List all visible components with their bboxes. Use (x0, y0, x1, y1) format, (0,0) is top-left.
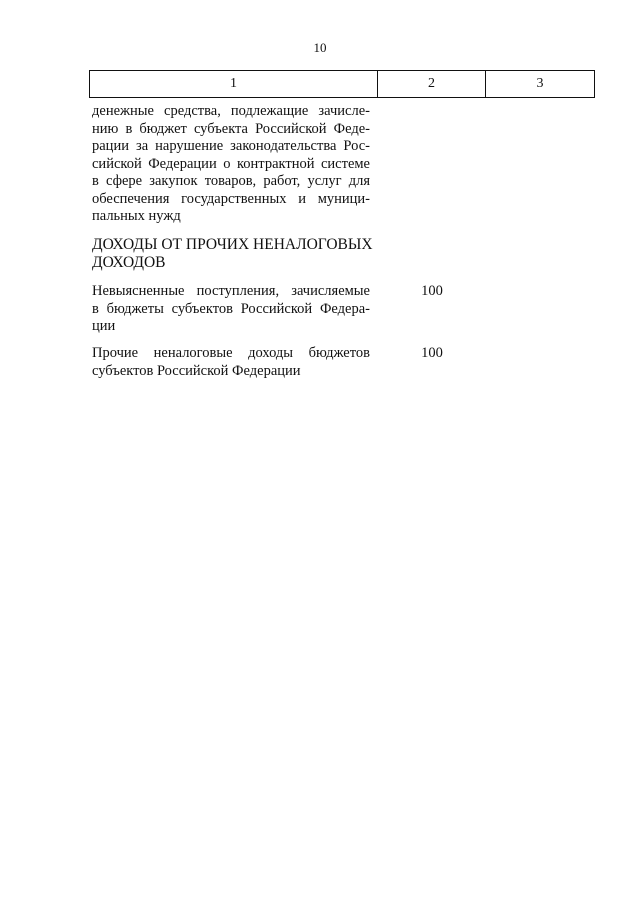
row-value-col2: 100 (421, 345, 443, 361)
column-header-2: 2 (378, 71, 486, 97)
row-text-line: ции (92, 318, 116, 334)
table-row-unidentified-receipts (92, 283, 370, 336)
table-row-other-non-tax-revenue (92, 345, 370, 380)
page-number: 10 (313, 40, 327, 55)
row-text-line: денежные средства, подлежащие зачисле- (92, 103, 370, 119)
row-text-line: Невыясненные поступления, зачисляемые (92, 283, 370, 299)
section-heading-line: ДОХОДОВ (92, 254, 166, 271)
row-text-line: нию в бюджет субъекта Российской Феде- (92, 120, 370, 137)
column-header-3: 3 (536, 76, 544, 91)
row-text-line: обеспечения государственных и муници- (92, 190, 370, 207)
row-text-line: в сфере закупок товаров, работ, услуг для (92, 173, 370, 189)
column-header-1: 1 (90, 71, 378, 97)
section-heading-line: ДОХОДЫ ОТ ПРОЧИХ НЕНАЛОГОВЫХ (92, 236, 373, 253)
row-value-col2: 100 (421, 283, 443, 299)
table-header (89, 70, 595, 98)
row-text-line: в бюджеты субъектов Российской Федера- (92, 300, 370, 317)
section-heading (92, 236, 392, 272)
row-text-line: Прочие неналоговые доходы бюджетов (92, 345, 370, 361)
table-row-continuation (92, 103, 370, 226)
row-text-line: субъектов Российской Федерации (92, 362, 301, 379)
row-text-line: рации за нарушение законодательства Рос- (92, 138, 370, 154)
row-text-line: пальных нужд (92, 208, 181, 224)
row-text-line: сийской Федерации о контрактной системе (92, 155, 370, 172)
